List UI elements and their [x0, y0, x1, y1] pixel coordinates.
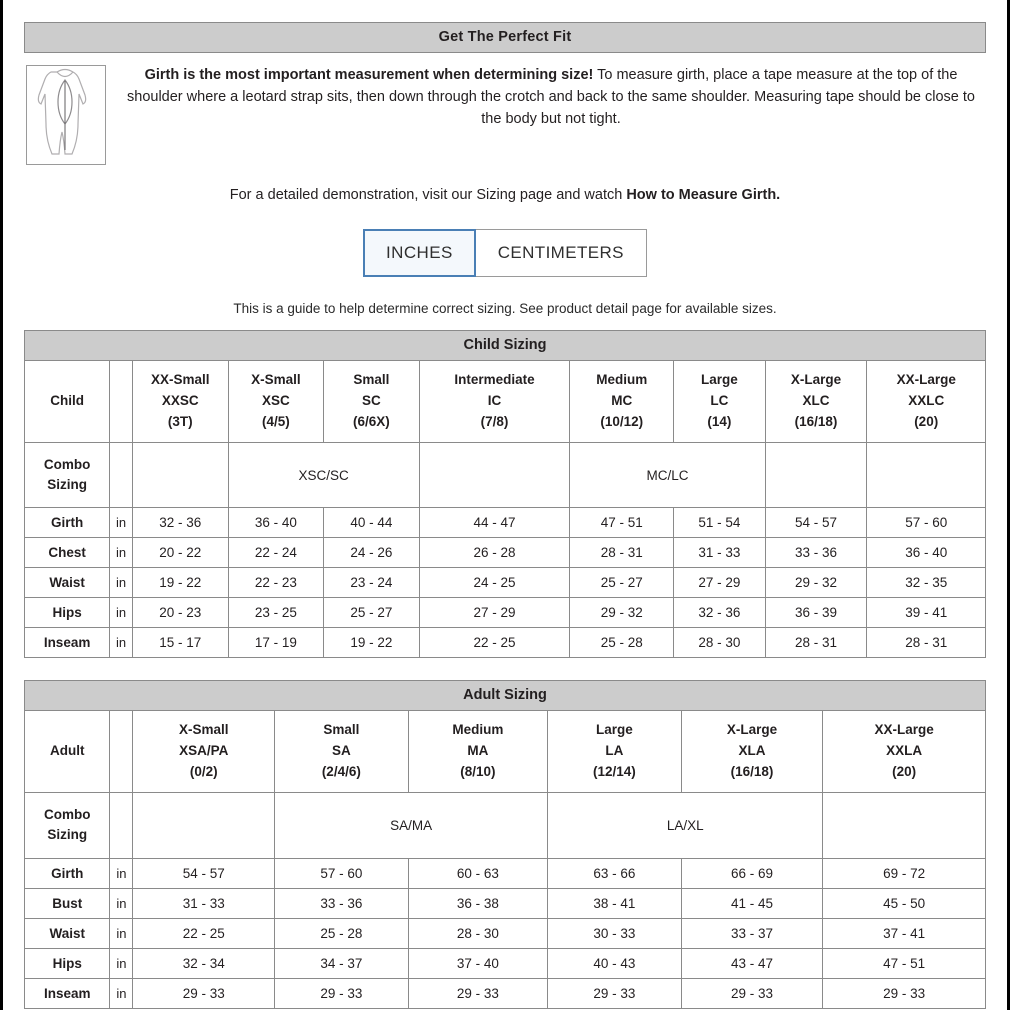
- how-to-measure-girth-link[interactable]: How to Measure Girth.: [626, 187, 781, 203]
- child-col-3: [419, 361, 570, 443]
- adult-col-3-code: LA: [605, 743, 624, 759]
- child-sizing-table: [24, 330, 986, 658]
- child-col-0-name: XX-Small: [151, 372, 210, 387]
- adult-row-3-label: Hips: [25, 948, 110, 978]
- child-row-0-v6: 54 - 57: [765, 508, 867, 538]
- child-col-6-name: X-Large: [790, 372, 842, 387]
- adult-row-1-label: Bust: [25, 888, 110, 918]
- child-col-6-code: XLC: [802, 392, 830, 408]
- child-col-3-ages: (7/8): [480, 413, 509, 429]
- child-row-4-v7: 28 - 31: [867, 628, 986, 658]
- child-row-0-v4: 47 - 51: [570, 508, 674, 538]
- adult-row-3-unit: in: [110, 948, 133, 978]
- unit-toggle: [24, 229, 986, 277]
- adult-col-0-code: XSA/PA: [179, 743, 229, 759]
- child-col-5-code: LC: [710, 392, 729, 408]
- adult-combo-cell-0: [133, 793, 275, 859]
- adult-row-2-v2: 28 - 30: [408, 918, 548, 948]
- adult-row-2-v5: 37 - 41: [823, 918, 986, 948]
- adult-row-0-v1: 57 - 60: [275, 858, 408, 888]
- child-col-3-name: Intermediate: [454, 372, 535, 387]
- adult-combo-label-1: Combo: [43, 807, 91, 823]
- child-combo-cell-5: [867, 442, 986, 508]
- adult-row-1-v5: 45 - 50: [823, 888, 986, 918]
- unit-inches-button[interactable]: INCHES: [363, 229, 476, 277]
- adult-header-unit-spacer: [110, 711, 133, 793]
- child-col-7-code: XXLC: [908, 392, 945, 408]
- adult-row-0-v2: 60 - 63: [408, 858, 548, 888]
- child-row-0-v1: 36 - 40: [228, 508, 324, 538]
- adult-col-5: [823, 711, 986, 793]
- child-row-4-v1: 17 - 19: [228, 628, 324, 658]
- adult-row-3-v5: 47 - 51: [823, 948, 986, 978]
- child-row-2-v7: 32 - 35: [867, 568, 986, 598]
- adult-combo-label: [25, 793, 110, 859]
- child-header-label: Child: [25, 361, 110, 443]
- child-row-0-unit: in: [110, 508, 133, 538]
- child-row-2-unit: in: [110, 568, 133, 598]
- intro-body: To measure girth, place a tape measure at the top of the shoulder where a leotard strap sits, then down through the crotch and back to the same shoulder. Measuring tape should be close to the body but not tight.: [127, 67, 975, 127]
- child-col-0-ages: (3T): [167, 413, 193, 429]
- adult-row-3-v3: 40 - 43: [548, 948, 681, 978]
- child-row-1-v0: 20 - 22: [133, 538, 229, 568]
- leotard-figure-icon: [26, 65, 106, 165]
- child-row-1-v1: 22 - 24: [228, 538, 324, 568]
- adult-row-1-v4: 41 - 45: [681, 888, 823, 918]
- adult-col-4-code: XLA: [738, 743, 766, 759]
- adult-col-3: [548, 711, 681, 793]
- child-col-7: [867, 361, 986, 443]
- adult-col-2-ages: (8/10): [460, 764, 496, 780]
- adult-row-1-v1: 33 - 36: [275, 888, 408, 918]
- child-row-3-v0: 20 - 23: [133, 598, 229, 628]
- child-row-1-v2: 24 - 26: [324, 538, 420, 568]
- child-row-4-v4: 25 - 28: [570, 628, 674, 658]
- child-col-0: [133, 361, 229, 443]
- child-row-3-v2: 25 - 27: [324, 598, 420, 628]
- adult-combo-cell-1: SA/MA: [275, 793, 548, 859]
- adult-col-5-ages: (20): [892, 764, 917, 780]
- adult-row-1-unit: in: [110, 888, 133, 918]
- child-col-4-name: Medium: [596, 372, 648, 387]
- child-col-3-code: IC: [487, 392, 502, 408]
- child-row-0-v3: 44 - 47: [419, 508, 570, 538]
- child-col-6-ages: (16/18): [794, 413, 838, 429]
- child-row-4-v0: 15 - 17: [133, 628, 229, 658]
- child-row-3-v3: 27 - 29: [419, 598, 570, 628]
- child-row-3-v1: 23 - 25: [228, 598, 324, 628]
- child-combo-cell-0: [133, 442, 229, 508]
- intro-lead: Girth is the most important measurement when determining size!: [144, 67, 594, 83]
- child-combo-unit-spacer: [110, 442, 133, 508]
- child-combo-label: [25, 442, 110, 508]
- table-row: [25, 538, 986, 568]
- child-col-2-name: Small: [353, 372, 390, 387]
- child-col-5: [674, 361, 765, 443]
- adult-col-3-name: Large: [596, 722, 633, 738]
- child-combo-cell-1: XSC/SC: [228, 442, 419, 508]
- adult-table-header-row: [25, 711, 986, 793]
- child-row-1-v4: 28 - 31: [570, 538, 674, 568]
- table-row: [25, 598, 986, 628]
- child-col-1-ages: (4/5): [261, 413, 290, 429]
- page-left-border: [0, 0, 3, 1010]
- child-col-4-code: MC: [611, 392, 633, 408]
- child-row-2-v0: 19 - 22: [133, 568, 229, 598]
- table-row: [25, 888, 986, 918]
- child-row-4-label: Inseam: [25, 628, 110, 658]
- child-col-2-ages: (6/6X): [353, 413, 390, 429]
- adult-row-3-v0: 32 - 34: [133, 948, 275, 978]
- child-row-3-label: Hips: [25, 598, 110, 628]
- adult-col-0-name: X-Small: [178, 722, 229, 738]
- adult-row-3-v4: 43 - 47: [681, 948, 823, 978]
- child-row-1-unit: in: [110, 538, 133, 568]
- child-row-4-v3: 22 - 25: [419, 628, 570, 658]
- child-row-2-v6: 29 - 32: [765, 568, 867, 598]
- adult-row-0-v5: 69 - 72: [823, 858, 986, 888]
- adult-header-label: Adult: [25, 711, 110, 793]
- intro-section: [24, 65, 986, 165]
- child-row-3-v5: 32 - 36: [674, 598, 765, 628]
- child-table-title-row: [25, 331, 986, 361]
- child-combo-cell-3: MC/LC: [570, 442, 765, 508]
- child-col-1: [228, 361, 324, 443]
- table-row: [25, 918, 986, 948]
- adult-combo-row: [25, 793, 986, 859]
- detail-prefix: For a detailed demonstration, visit our Sizing page and watch: [229, 187, 627, 203]
- child-row-4-v2: 19 - 22: [324, 628, 420, 658]
- child-col-1-name: X-Small: [251, 372, 301, 387]
- child-combo-cell-4: [765, 442, 867, 508]
- adult-col-4-name: X-Large: [726, 722, 778, 738]
- table-row: [25, 858, 986, 888]
- adult-col-0-ages: (0/2): [189, 764, 218, 780]
- adult-row-4-v1: 29 - 33: [275, 978, 408, 1008]
- adult-row-3-v2: 37 - 40: [408, 948, 548, 978]
- child-col-5-ages: (14): [707, 413, 732, 429]
- child-row-0-v5: 51 - 54: [674, 508, 765, 538]
- child-col-5-name: Large: [701, 372, 738, 387]
- child-row-1-v5: 31 - 33: [674, 538, 765, 568]
- adult-row-0-v3: 63 - 66: [548, 858, 681, 888]
- adult-row-4-v3: 29 - 33: [548, 978, 681, 1008]
- adult-col-4-ages: (16/18): [730, 764, 774, 780]
- child-row-2-label: Waist: [25, 568, 110, 598]
- adult-row-4-v5: 29 - 33: [823, 978, 986, 1008]
- adult-row-4-unit: in: [110, 978, 133, 1008]
- adult-sizing-table: [24, 680, 986, 1008]
- child-row-2-v4: 25 - 27: [570, 568, 674, 598]
- adult-table-title-row: [25, 681, 986, 711]
- adult-col-3-ages: (12/14): [593, 764, 636, 780]
- child-row-1-v7: 36 - 40: [867, 538, 986, 568]
- child-row-1-v6: 33 - 36: [765, 538, 867, 568]
- child-col-7-ages: (20): [914, 413, 939, 429]
- guide-note: This is a guide to help determine correct sizing. See product detail page for available sizes.: [233, 301, 777, 316]
- adult-row-0-unit: in: [110, 858, 133, 888]
- child-combo-row: [25, 442, 986, 508]
- adult-row-0-label: Girth: [25, 858, 110, 888]
- page-title: Get The Perfect Fit: [24, 22, 986, 53]
- table-row: [25, 978, 986, 1008]
- adult-row-0-v4: 66 - 69: [681, 858, 823, 888]
- adult-combo-label-2: Sizing: [47, 827, 88, 843]
- adult-col-5-code: XXLA: [886, 743, 923, 759]
- child-row-2-v1: 22 - 23: [228, 568, 324, 598]
- child-row-2-v2: 23 - 24: [324, 568, 420, 598]
- child-combo-label-1: Combo: [43, 456, 91, 472]
- child-row-0-label: Girth: [25, 508, 110, 538]
- adult-row-2-v3: 30 - 33: [548, 918, 681, 948]
- adult-col-2: [408, 711, 548, 793]
- adult-row-2-v1: 25 - 28: [275, 918, 408, 948]
- child-row-3-unit: in: [110, 598, 133, 628]
- child-row-4-v6: 28 - 31: [765, 628, 867, 658]
- child-col-2: [324, 361, 420, 443]
- adult-combo-unit-spacer: [110, 793, 133, 859]
- table-row: [25, 948, 986, 978]
- child-table-title: Child Sizing: [25, 331, 986, 361]
- adult-col-1-code: SA: [331, 743, 351, 759]
- adult-row-4-v2: 29 - 33: [408, 978, 548, 1008]
- adult-row-3-v1: 34 - 37: [275, 948, 408, 978]
- child-col-1-code: XSC: [261, 392, 290, 408]
- child-row-2-v5: 27 - 29: [674, 568, 765, 598]
- adult-col-0: [133, 711, 275, 793]
- unit-centimeters-button[interactable]: CENTIMETERS: [476, 229, 647, 277]
- child-combo-cell-2: [419, 442, 570, 508]
- detail-demo-line: [24, 187, 986, 203]
- adult-row-1-v0: 31 - 33: [133, 888, 275, 918]
- table-row: [25, 628, 986, 658]
- child-row-2-v3: 24 - 25: [419, 568, 570, 598]
- adult-combo-cell-2: LA/XL: [548, 793, 823, 859]
- adult-combo-cell-3: [823, 793, 986, 859]
- child-col-7-name: XX-Large: [896, 372, 956, 387]
- child-col-2-code: SC: [362, 392, 381, 408]
- adult-row-4-label: Inseam: [25, 978, 110, 1008]
- child-col-4-ages: (10/12): [600, 413, 644, 429]
- child-row-4-unit: in: [110, 628, 133, 658]
- adult-col-2-name: Medium: [452, 722, 504, 738]
- adult-row-1-v2: 36 - 38: [408, 888, 548, 918]
- adult-col-1-name: Small: [323, 722, 360, 738]
- adult-row-1-v3: 38 - 41: [548, 888, 681, 918]
- child-combo-label-2: Sizing: [47, 477, 87, 493]
- child-row-0-v0: 32 - 36: [133, 508, 229, 538]
- child-row-4-v5: 28 - 30: [674, 628, 765, 658]
- adult-row-2-unit: in: [110, 918, 133, 948]
- adult-row-2-v0: 22 - 25: [133, 918, 275, 948]
- child-row-0-v7: 57 - 60: [867, 508, 986, 538]
- adult-row-2-label: Waist: [25, 918, 110, 948]
- child-col-6: [765, 361, 867, 443]
- adult-row-4-v4: 29 - 33: [681, 978, 823, 1008]
- child-col-0-code: XXSC: [161, 392, 199, 408]
- table-row: [25, 508, 986, 538]
- adult-table-title: Adult Sizing: [25, 681, 986, 711]
- child-row-3-v6: 36 - 39: [765, 598, 867, 628]
- child-col-4: [570, 361, 674, 443]
- child-header-unit-spacer: [110, 361, 133, 443]
- child-row-1-v3: 26 - 28: [419, 538, 570, 568]
- table-row: [25, 568, 986, 598]
- adult-col-4: [681, 711, 823, 793]
- child-row-1-label: Chest: [25, 538, 110, 568]
- adult-row-2-v4: 33 - 37: [681, 918, 823, 948]
- adult-col-5-name: XX-Large: [874, 722, 934, 738]
- adult-row-4-v0: 29 - 33: [133, 978, 275, 1008]
- child-row-3-v7: 39 - 41: [867, 598, 986, 628]
- intro-paragraph: [120, 65, 986, 130]
- adult-col-2-code: MA: [467, 743, 489, 759]
- adult-col-1-ages: (2/4/6): [321, 764, 361, 780]
- adult-row-0-v0: 54 - 57: [133, 858, 275, 888]
- child-table-header-row: [25, 361, 986, 443]
- adult-col-1: [275, 711, 408, 793]
- child-row-3-v4: 29 - 32: [570, 598, 674, 628]
- child-row-0-v2: 40 - 44: [324, 508, 420, 538]
